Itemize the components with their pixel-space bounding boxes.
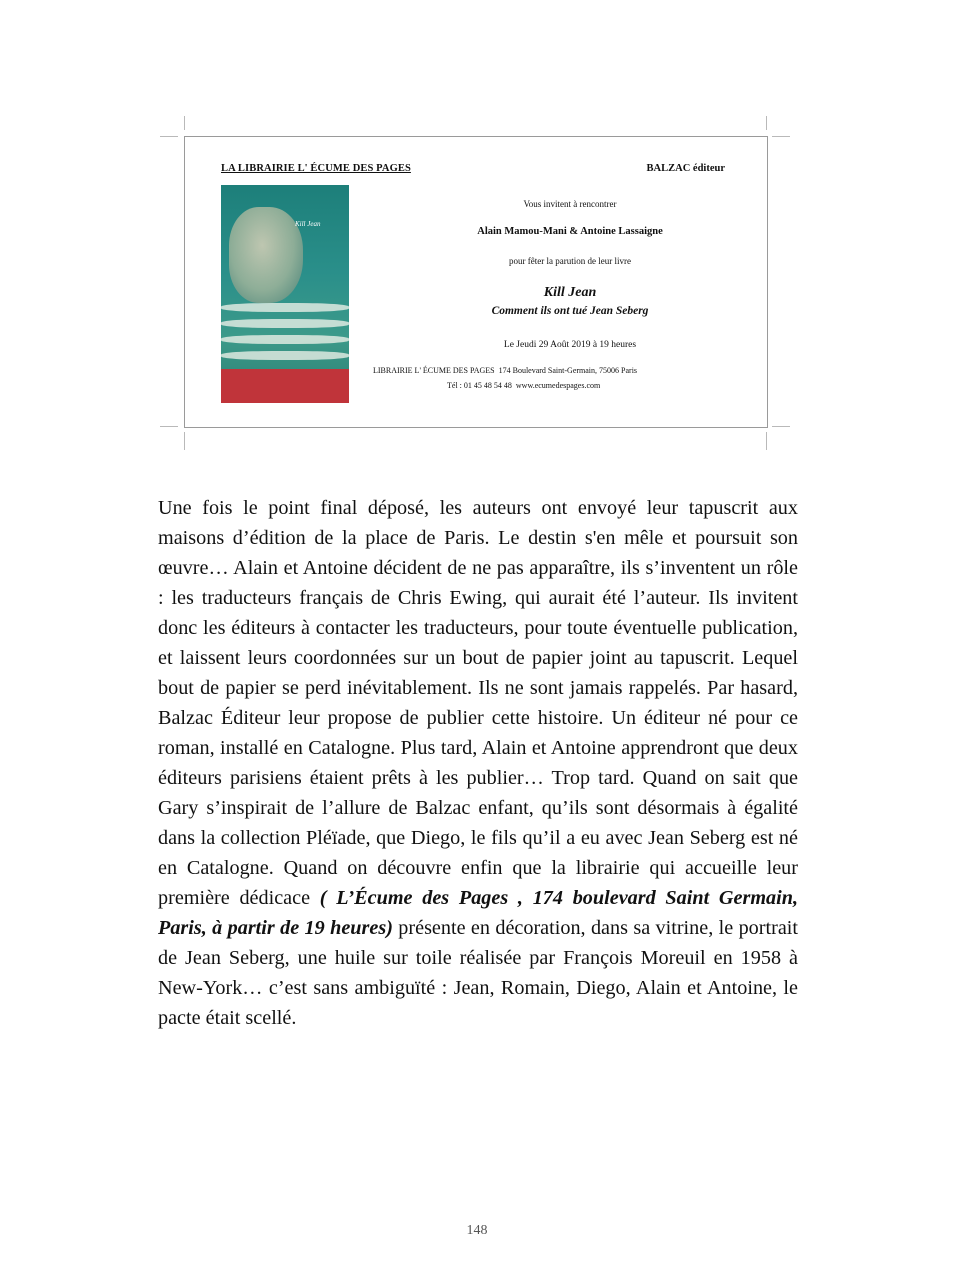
- body-paragraph: [158, 493, 798, 1033]
- book-cover: [221, 185, 349, 403]
- crop-mark: [184, 432, 185, 450]
- crop-mark: [160, 426, 178, 427]
- phone: Tél : 01 45 48 54 48: [447, 381, 512, 390]
- crop-mark: [772, 136, 790, 137]
- occasion-line: pour fêter la parution de leur livre: [509, 256, 631, 266]
- invite-line: Vous invitent à rencontrer: [523, 199, 617, 209]
- cover-portrait: [229, 207, 303, 303]
- crop-mark: [772, 426, 790, 427]
- body-text-before: Une fois le point final déposé, les auteurs ont envoyé leur tapuscrit aux maisons d’édition de la place de Paris. Le destin s'en mêle et poursuit son œuvre… Alain et Antoine décident de ne pas apparaître, ils s’inventent un rôle : les traducteurs français de Chris Ewing, qui aurait été l’auteur. Ils invitent donc les éditeurs à contacter les traducteurs, pour toute éventuelle publication, et laissent leurs coordonnées sur un bout de papier joint au tapuscrit. Lequel bout de papier se perd inévitablement. Ils ne sont jamais rappelés. Par hasard, Balzac Éditeur leur propose de publier cette histoire. Un éditeur né pour ce roman, installé en Catalogne. Plus tard, Alain et Antoine apprendront que deux éditeurs parisiens étaient prêts à les publier… Trop tard. Quand on sait que Gary s’inspirait de l’allure de Balzac enfant, qu’ils sont désormais à égalité dans la collection Pléïade, que Diego, le fils qu’il a eu avec Jean Seberg est né en Catalogne. Quand on découvre enfin que la librairie qui accueille leur première dédicace: [158, 497, 798, 909]
- publisher-name: BALZAC éditeur: [646, 163, 725, 174]
- address: 174 Boulevard Saint-Germain, 75006 Paris: [498, 366, 638, 375]
- cover-band: [221, 369, 349, 403]
- website: www.ecumedespages.com: [515, 381, 601, 390]
- body-text-after: présente en décoration, dans sa vitrine, le portrait de Jean Seberg, une huile sur toile réalisée par François Moreuil en 1958 à New-York… c’est sans ambiguïté : Jean, Romain, Diego, Alain et Antoine, le pacte était scellé.: [158, 917, 798, 1029]
- bookstore-name: LA LIBRAIRIE L' ÉCUME DES PAGES: [221, 163, 411, 174]
- invitation-card-image: [160, 116, 792, 456]
- authors: Alain Mamou-Mani & Antoine Lassaigne: [477, 226, 663, 237]
- address-name: LIBRAIRIE L' ÉCUME DES PAGES: [373, 366, 495, 375]
- body-emphasis: ( L’Écume des Pages , 174 boulevard Saint Germain, Paris, à partir de 19 heures): [158, 887, 799, 939]
- contact-row: [447, 381, 600, 390]
- address-row: [373, 366, 637, 375]
- crop-mark: [766, 432, 767, 450]
- crop-mark: [160, 136, 178, 137]
- invitation-card: [184, 136, 768, 428]
- book-subtitle: Comment ils ont tué Jean Seberg: [491, 305, 649, 317]
- crop-mark: [766, 116, 767, 130]
- crop-mark: [184, 116, 185, 130]
- event-date: Le Jeudi 29 Août 2019 à 19 heures: [503, 340, 637, 350]
- page-number: 148: [466, 1223, 488, 1238]
- book-title: Kill Jean: [543, 285, 597, 300]
- cover-title: Kill Jean: [295, 220, 321, 228]
